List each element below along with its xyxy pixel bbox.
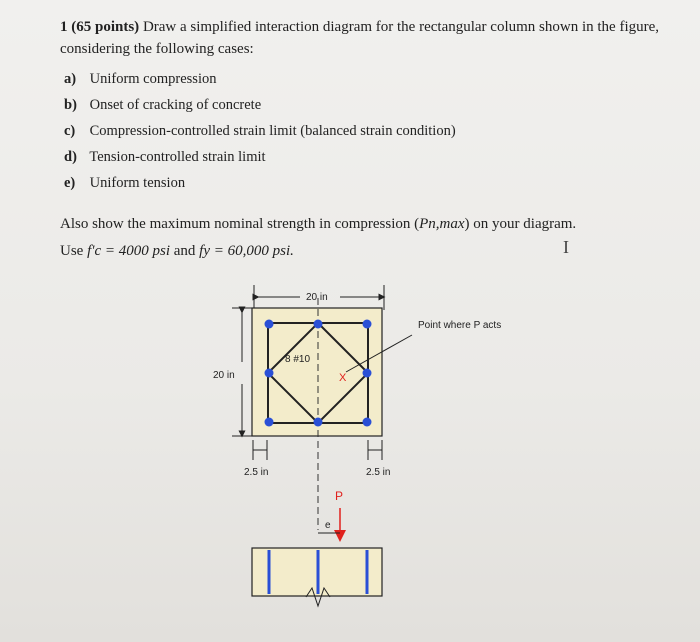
load-point-mark: X <box>339 372 347 384</box>
fy-value: fy = 60,000 psi. <box>199 243 294 259</box>
top-dim-label: 20 in <box>306 292 328 303</box>
question-points: (65 points) <box>71 19 140 35</box>
case-text: Uniform tension <box>89 175 186 191</box>
case-letter: b) <box>64 97 77 113</box>
side-dim-label: 20 in <box>213 370 235 381</box>
fc-value: f'c = 4000 psi <box>87 243 170 259</box>
also-show-line: Also show the maximum nominal strength in compression (Pn,max) on your diagram. <box>60 216 577 232</box>
material-props-line: Use f'c = 4000 psi and fy = 60,000 psi. <box>60 243 294 259</box>
bars-label: 8 #10 <box>285 354 311 365</box>
question-prompt: Draw a simplified interaction diagram for the rectangular column shown in the figure, <box>142 19 660 35</box>
text-cursor-icon: I <box>563 237 569 257</box>
pn-max-symbol: Pn,max <box>419 216 465 232</box>
cover-right-label: 2.5 in <box>366 467 391 478</box>
ecc-label: e <box>325 520 331 531</box>
rebar <box>363 418 372 427</box>
question-number: 1 <box>60 19 68 35</box>
case-text: Tension-controlled strain limit <box>89 149 266 165</box>
point-label: Point where P acts <box>418 320 502 331</box>
case-text: Onset of cracking of concrete <box>89 97 262 113</box>
case-letter: e) <box>64 175 76 191</box>
cover-left-label: 2.5 in <box>244 467 269 478</box>
rebar <box>265 369 274 378</box>
case-letter: a) <box>64 71 77 87</box>
rebar <box>265 320 274 329</box>
rebar <box>314 418 323 427</box>
load-label: P <box>335 489 344 503</box>
rebar <box>314 320 323 329</box>
case-letter: d) <box>64 149 77 165</box>
case-text: Uniform compression <box>89 71 217 87</box>
rebar <box>363 320 372 329</box>
rebar <box>363 369 372 378</box>
case-text: Compression-controlled strain limit (balanced strain condition) <box>89 123 456 139</box>
rebar <box>265 418 274 427</box>
question-line-2: considering the following cases: <box>60 41 254 57</box>
case-letter: c) <box>64 123 76 139</box>
